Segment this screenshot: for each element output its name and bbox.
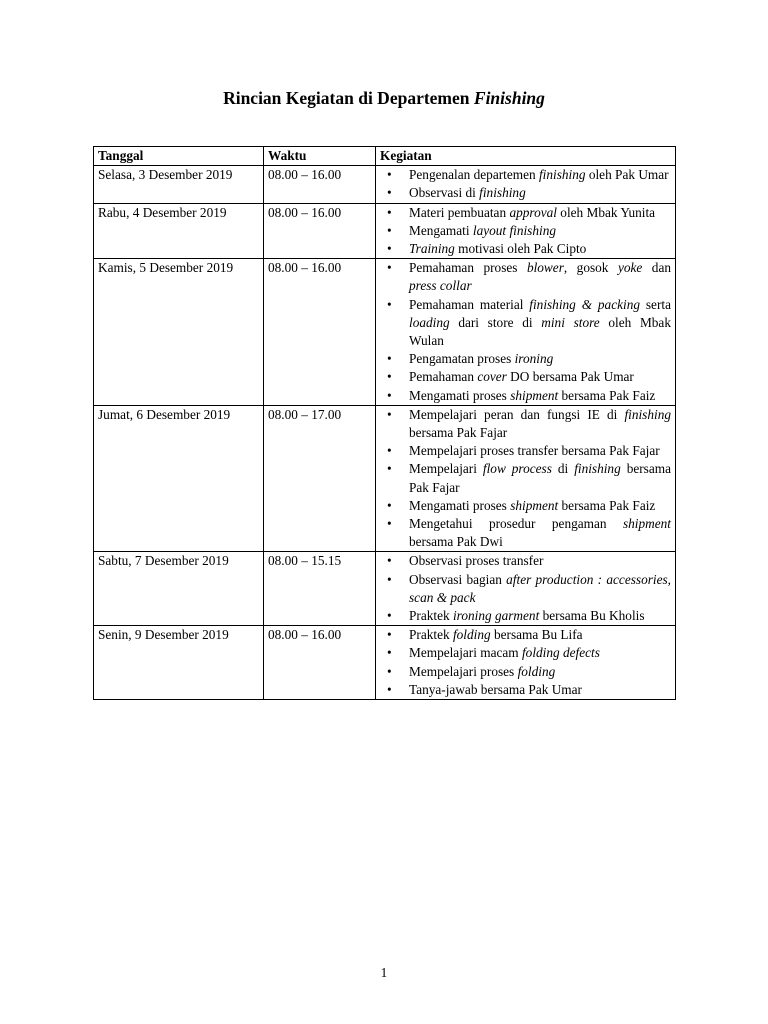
list-item [380,387,671,405]
activity-text: di [551,461,575,477]
activity-table [93,146,676,700]
activity-text: bersama Bu Lifa [490,627,583,643]
activity-italic-text: layout finishing [472,222,556,238]
date-cell: Rabu, 4 Desember 2019 [94,203,264,259]
list-item [380,460,671,496]
activity-text: Pemahaman proses [409,260,527,276]
list-item [380,515,671,551]
activity-italic-text: ironing [514,351,554,367]
list-item [380,681,671,699]
list-item [380,368,671,386]
list-item [380,626,671,644]
activities-cell [376,203,676,259]
activity-text: oleh Mbak Wulan [409,314,671,349]
table-row [94,203,676,259]
time-cell: 08.00 – 16.00 [264,166,376,203]
activities-cell [376,166,676,203]
date-cell: Sabtu, 7 Desember 2019 [94,552,264,626]
header-waktu: Waktu [264,147,376,166]
list-item [380,571,671,607]
activity-italic-text: loading [409,314,450,330]
activity-italic-text: finishing [538,167,586,183]
activity-text: DO bersama Pak Umar [506,369,634,385]
time-cell: 08.00 – 16.00 [264,203,376,259]
activity-text: Mempelajari proses transfer bersama Pak Fajar [409,443,660,459]
activity-italic-text: folding [452,627,491,643]
activity-italic-text: cover [477,369,507,385]
activities-cell [376,552,676,626]
page-number: 1 [380,965,388,980]
activity-italic-text: after production : accessories, scan & pack [409,571,671,605]
activity-text: Observasi proses transfer [409,553,544,569]
list-item [380,350,671,368]
activity-text: serta [640,296,671,312]
activity-italic-text: Training [409,241,455,257]
activity-text: Mengamati proses [409,497,511,513]
activity-italic-text: approval [509,204,557,220]
date-cell: Selasa, 3 Desember 2019 [94,166,264,203]
list-item [380,552,671,570]
activity-italic-text: shipment [510,497,559,513]
activity-text: , gosok [563,260,618,276]
activity-italic-text: finishing [574,461,621,477]
table-row [94,259,676,406]
activity-italic-text: finishing [479,185,526,201]
activity-list [380,204,671,259]
activity-text: Mengetahui prosedur pengaman [409,516,623,532]
list-item [380,240,671,258]
activity-text: Observasi bagian [409,571,507,587]
header-kegiatan: Kegiatan [376,147,676,166]
activity-text: Mempelajari peran dan fungsi IE di [409,406,625,422]
activity-italic-text: press collar [409,278,472,294]
list-item [380,442,671,460]
page-title [0,87,768,109]
list-item [380,259,671,295]
activity-italic-text: shipment [622,516,671,532]
activity-text: Pengamatan proses [409,351,515,367]
time-cell: 08.00 – 16.00 [264,259,376,406]
activity-italic-text: yoke [617,260,643,276]
activity-text: bersama Bu Kholis [539,608,645,624]
activity-text: dan [642,260,671,276]
activity-text: Mengamati proses [409,387,511,403]
activity-list [380,259,671,405]
activity-italic-text: blower [526,260,564,276]
time-cell: 08.00 – 15.15 [264,552,376,626]
activity-text: Pengenalan departemen [409,167,539,183]
list-item [380,663,671,681]
list-item [380,497,671,515]
activity-text: Observasi di [409,185,480,201]
list-item [380,406,671,442]
activity-text: oleh Mbak Yunita [556,204,656,220]
activity-italic-text: ironing garment [452,608,540,624]
activity-list [380,406,671,552]
page-title-text: Rincian Kegiatan di Departemen [223,88,470,108]
activity-text: Mempelajari proses [409,663,518,679]
table-row [94,405,676,552]
time-cell: 08.00 – 16.00 [264,626,376,700]
activity-italic-text: finishing & packing [529,296,640,312]
activities-cell [376,626,676,700]
activities-cell [376,259,676,406]
time-cell: 08.00 – 17.00 [264,405,376,552]
activity-italic-text: folding [517,663,556,679]
table-row [94,552,676,626]
list-item [380,166,671,184]
list-item [380,644,671,662]
list-item [380,204,671,222]
header-tanggal: Tanggal [94,147,264,166]
activity-list [380,626,671,699]
activity-text: bersama Pak Dwi [409,534,503,550]
activity-text: Pemahaman material [409,296,530,312]
page-title-italic: Finishing [473,88,545,108]
activity-italic-text: finishing [624,406,671,422]
activity-text: Materi pembuatan [409,204,510,220]
activity-text: bersama Pak Faiz [558,497,656,513]
activity-text: Mengamati [409,222,473,238]
activity-italic-text: mini store [541,314,600,330]
list-item [380,222,671,240]
activity-text: motivasi oleh Pak Cipto [454,241,587,257]
date-cell: Kamis, 5 Desember 2019 [94,259,264,406]
date-cell: Senin, 9 Desember 2019 [94,626,264,700]
activity-text: bersama Pak Faiz [558,387,656,403]
activity-italic-text: shipment [510,387,559,403]
table-body [94,166,676,700]
activity-text: Praktek [409,608,453,624]
activities-cell [376,405,676,552]
activity-text: Pemahaman [409,369,478,385]
activity-italic-text: flow process [482,461,552,477]
table-row [94,626,676,700]
list-item [380,296,671,351]
table-header-row [94,147,676,166]
activity-text: Tanya-jawab bersama Pak Umar [409,681,582,697]
activity-text: Mempelajari macam [409,645,522,661]
activity-text: oleh Pak Umar [585,167,669,183]
activity-text: Praktek [409,627,453,643]
activity-text: Mempelajari [409,461,483,477]
activity-list [380,552,671,625]
activity-italic-text: folding defects [521,645,600,661]
list-item [380,184,671,202]
activity-text: bersama Pak Fajar [409,425,508,441]
activity-text: dari store di [449,314,542,330]
list-item [380,607,671,625]
table-row [94,166,676,203]
date-cell: Jumat, 6 Desember 2019 [94,405,264,552]
activity-list [380,166,671,202]
activity-text: bersama Pak Fajar [409,461,671,495]
